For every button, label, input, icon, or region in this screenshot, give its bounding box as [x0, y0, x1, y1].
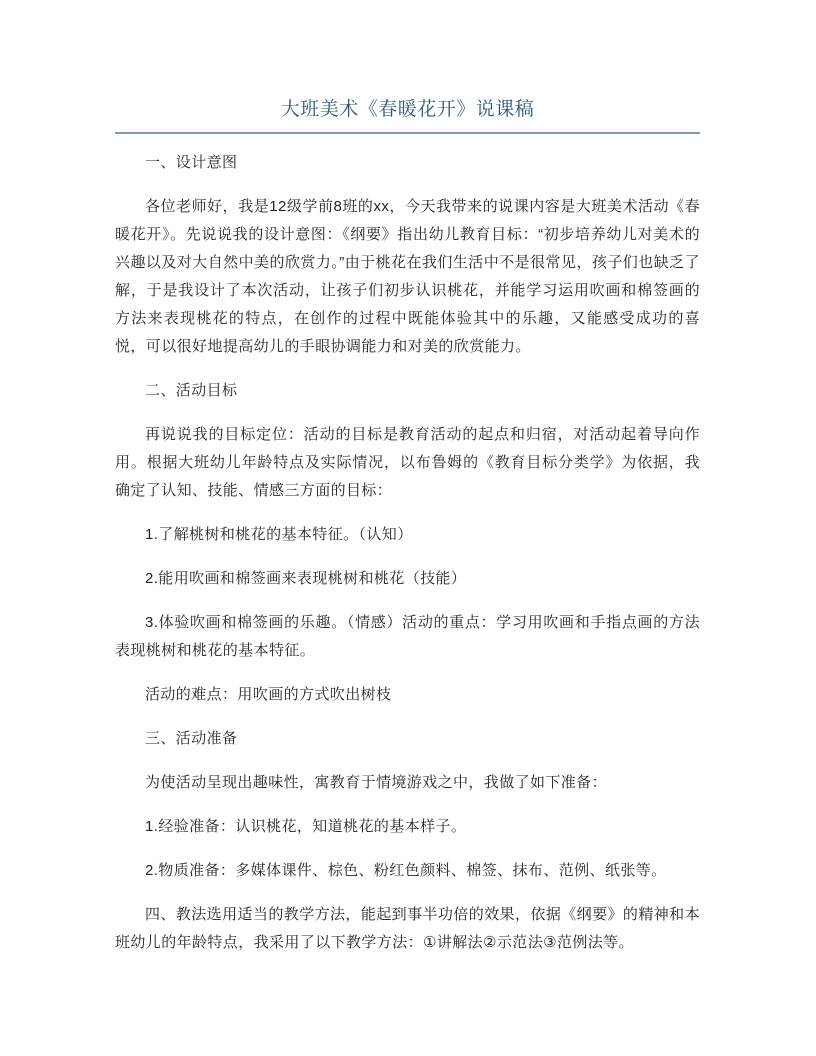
section-heading-design-intent: 一、设计意图	[145, 154, 238, 171]
paragraph-goal-positioning: 再说说我的目标定位：活动的目标是教育活动的起点和归宿，对活动起着导向作用。根据大班幼儿年龄特点及实际情况，以布鲁姆的《教育目标分类学》为依据，我确定了认知、技能、情感三方面的目标：	[115, 426, 700, 499]
document-body	[115, 149, 700, 957]
prep-item-materials: 2.物质准备：多媒体课件、棕色、粉红色颜料、棉签、抹布、范例、纸张等。	[145, 862, 667, 879]
paragraph-activity-difficulty: 活动的难点：用吹画的方式吹出树枝	[145, 686, 392, 703]
goal-item-cognition: 1.了解桃树和桃花的基本特征。（认知）	[145, 526, 413, 543]
prep-item-experience: 1.经验准备：认识桃花，知道桃花的基本样子。	[145, 818, 467, 835]
paragraph-preparation-intro: 为使活动呈现出趣味性，寓教育于情境游戏之中，我做了如下准备：	[145, 774, 608, 791]
goal-item-emotion-and-focus: 3.体验吹画和棉签画的乐趣。（情感）活动的重点：学习用吹画和手指点画的方法表现桃树和桃花的基本特征。	[115, 614, 700, 659]
paragraph-design-intent: 各位老师好，我是12级学前8班的xx，今天我带来的说课内容是大班美术活动《春暖花开》。先说说我的设计意图：《纲要》指出幼儿教育目标：“初步培养幼儿对美术的兴趣以及对大自然中美的欣赏力。”由于桃花在我们生活中不是很常见，孩子们也缺乏了解，于是我设计了本次活动，让孩子们初步认识桃花，并能学习运用吹画和棉签画的方法来表现桃花的特点，在创作的过程中既能体验其中的乐趣，又能感受成功的喜悦，可以很好地提高幼儿的手眼协调能力和对美的欣赏能力。	[115, 198, 700, 355]
section-heading-activity-goals: 二、活动目标	[145, 382, 238, 399]
goal-item-skill: 2.能用吹画和棉签画来表现桃树和桃花（技能）	[145, 570, 467, 587]
document-title: 大班美术《春暖花开》说课稿	[280, 99, 535, 120]
section-heading-preparation: 三、活动准备	[145, 730, 238, 747]
paragraph-teaching-methods: 四、教法选用适当的教学方法，能起到事半功倍的效果，依据《纲要》的精神和本班幼儿的年龄特点，我采用了以下教学方法：①讲解法②示范法③范例法等。	[115, 906, 700, 951]
title-divider	[115, 132, 700, 134]
